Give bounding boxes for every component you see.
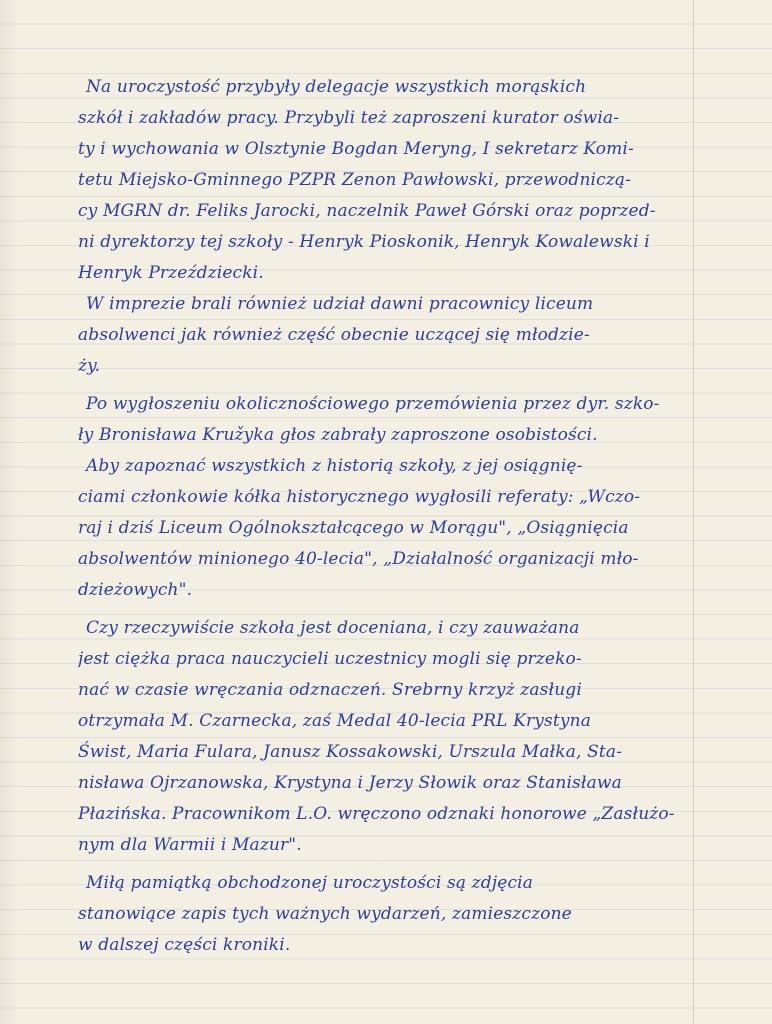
text-line-2: szkół i zakładów pracy. Przybyli też zaproszeni kurator oświa- <box>78 108 620 128</box>
text-line-28: w dalszej części kroniki. <box>78 935 291 955</box>
text-line-9: absolwenci jak również część obecnie uczącej się młodzie- <box>78 325 590 345</box>
text-line-15: raj i dziś Liceum Ogólnokształcącego w Morągu", „Osiągnięcia <box>78 518 629 538</box>
text-line-14: ciami członkowie kółka historycznego wygłosili referaty: „Wczo- <box>78 487 641 507</box>
text-line-1: Na uroczystość przybyły delegacje wszystkich morąskich <box>86 77 587 97</box>
text-line-21: otrzymała M. Czarnecka, zaś Medal 40-lecia PRL Krystyna <box>78 711 592 731</box>
text-line-13: Aby zapoznać wszystkich z historią szkoły, z jej osiągnię- <box>86 456 583 476</box>
text-line-16: absolwentów minionego 40-lecia", „Działalność organizacji mło- <box>78 549 639 569</box>
text-line-8: W imprezie brali również udział dawni pracownicy liceum <box>86 294 594 314</box>
handwritten-text-block <box>78 72 694 961</box>
text-line-10: ży. <box>78 356 101 376</box>
text-line-11: Po wygłoszeniu okolicznościowego przemówienia przez dyr. szko- <box>86 394 660 414</box>
text-line-19: jest ciężka praca nauczycieli uczestnicy mogli się przeko- <box>78 649 582 669</box>
text-line-17: dzieżowych". <box>78 580 193 600</box>
text-line-26: Miłą pamiątką obchodzonej uroczystości są zdjęcia <box>86 873 534 893</box>
text-line-4: tetu Miejsko-Gminnego PZPR Zenon Pawłowski, przewodniczą- <box>78 170 632 190</box>
text-line-18: Czy rzeczywiście szkoła jest doceniana, i czy zauważana <box>86 618 580 638</box>
text-line-7: Henryk Przeździecki. <box>78 263 264 283</box>
text-line-22: Świst, Maria Fulara, Janusz Kossakowski, Urszula Małka, Sta- <box>78 742 623 762</box>
text-line-27: stanowiące zapis tych ważnych wydarzeń, zamieszczone <box>78 904 572 924</box>
text-line-23: nisława Ojrzanowska, Krystyna i Jerzy Słowik oraz Stanisława <box>78 773 622 793</box>
text-line-6: ni dyrektorzy tej szkoły - Henryk Pioskonik, Henryk Kowalewski i <box>78 232 650 252</box>
text-line-3: ty i wychowania w Olsztynie Bogdan Meryng, I sekretarz Komi- <box>78 139 634 159</box>
text-line-12: ły Bronisława Kružyka głos zabrały zaproszone osobistości. <box>78 425 598 445</box>
text-line-24: Płazińska. Pracownikom L.O. wręczono odznaki honorowe „Zasłużo- <box>78 804 675 824</box>
text-line-20: nać w czasie wręczania odznaczeń. Srebrny krzyż zasługi <box>78 680 582 700</box>
text-line-25: nym dla Warmii i Mazur". <box>78 835 302 855</box>
text-line-5: cy MGRN dr. Feliks Jarocki, naczelnik Paweł Górski oraz poprzed- <box>78 201 656 221</box>
